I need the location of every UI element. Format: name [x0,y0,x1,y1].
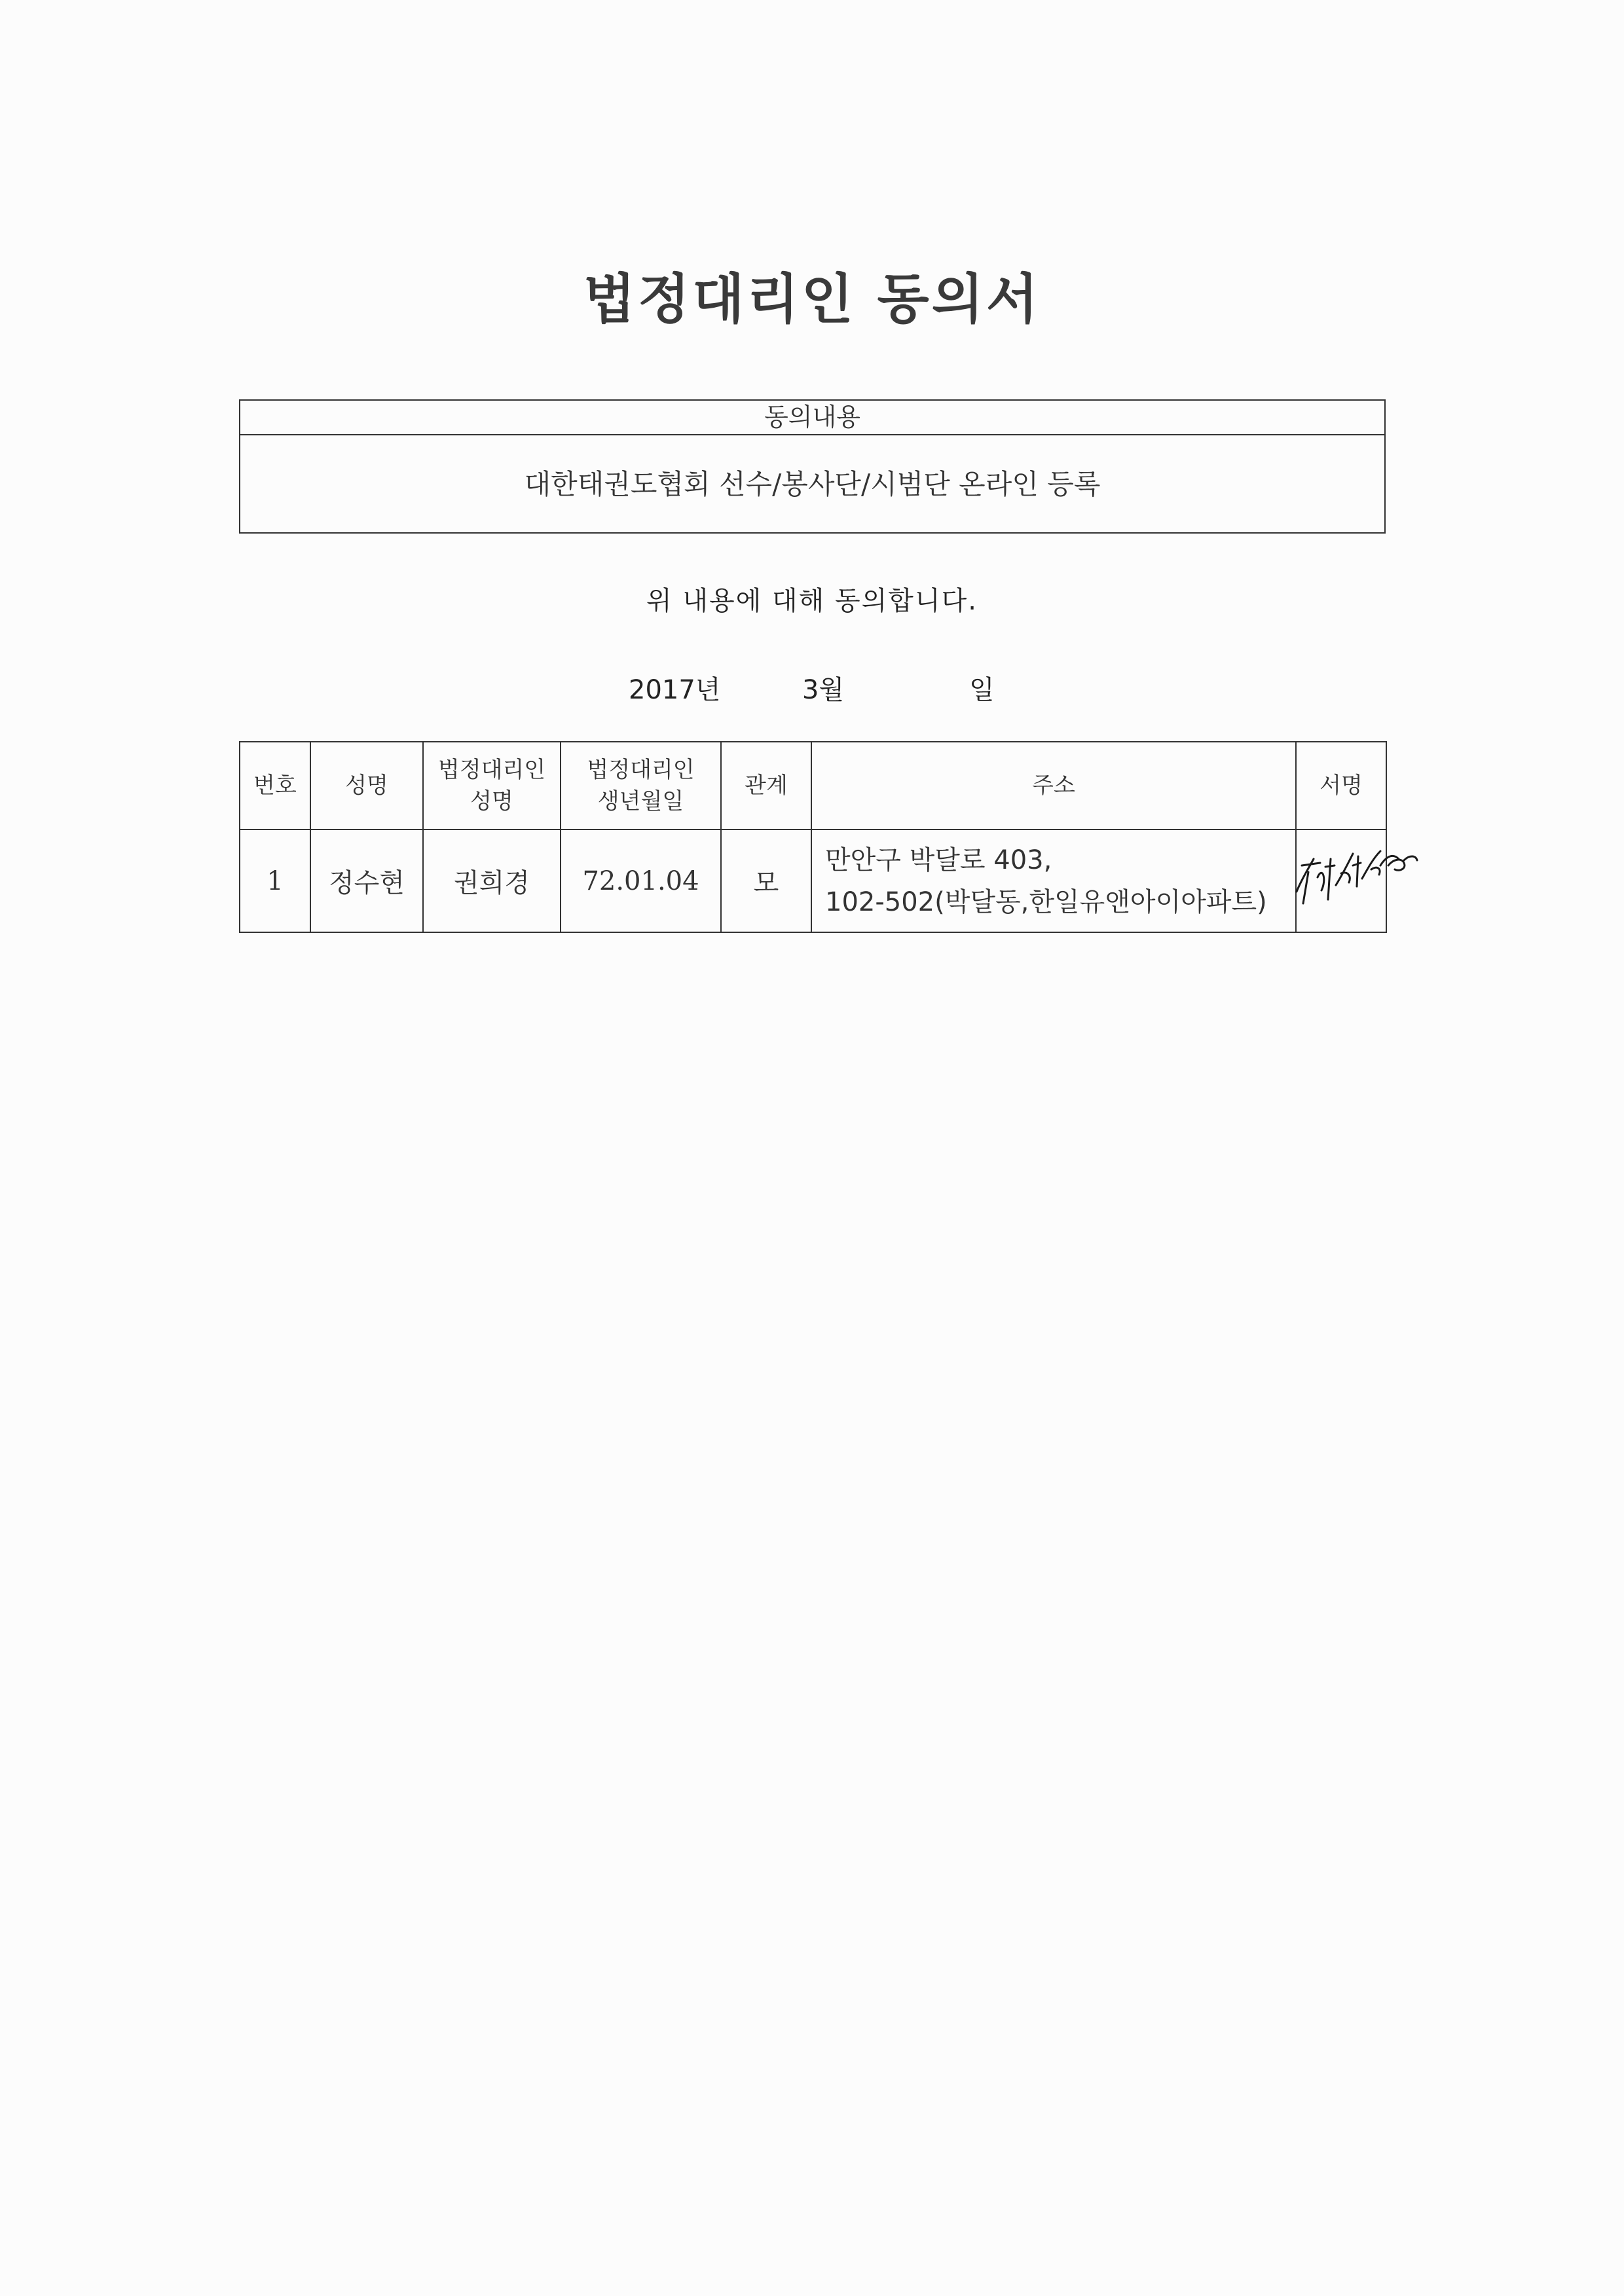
address-line2: 102-502(박달동,한일유앤아이아파트) [825,886,1267,917]
table-row [240,829,1386,932]
cell-relation: 모 [721,829,811,932]
address-line1: 만안구 박달로 403, [825,845,1052,875]
consent-content: 대한태권도협회 선수/봉사단/시범단 온라인 등록 [524,468,1101,500]
date-year: 2017년 [629,675,721,705]
header-guardian-birth [561,742,721,829]
cell-guardian-birth: 72.01.04 [561,829,721,932]
header-name: 성명 [310,742,423,829]
table-header-row [240,742,1386,829]
header-guardian-name [423,742,561,829]
consent-header: 동의내용 [240,401,1384,435]
header-address: 주소 [811,742,1296,829]
header-relation: 관계 [721,742,811,829]
header-guardian-birth-line1: 법정대리인 [587,757,695,783]
cell-signature [1296,829,1386,932]
agreement-statement: 위 내용에 대해 동의합니다. [646,586,978,616]
header-guardian-birth-line2: 생년월일 [597,788,684,814]
cell-name: 정수현 [310,829,423,932]
handwritten-signature [1289,839,1420,911]
guardian-table [239,741,1387,933]
cell-no: 1 [240,829,310,932]
date-month: 3월 [802,675,845,705]
header-guardian-name-line2: 성명 [470,788,513,814]
consent-box [239,399,1386,534]
document-title: 법정대리인 동의서 [583,268,1041,331]
header-guardian-name-line1: 법정대리인 [437,757,546,783]
header-no: 번호 [240,742,310,829]
date-day: 일 [969,675,995,705]
cell-guardian-name: 권희경 [423,829,561,932]
header-signature: 서명 [1296,742,1386,829]
cell-address [811,829,1296,932]
